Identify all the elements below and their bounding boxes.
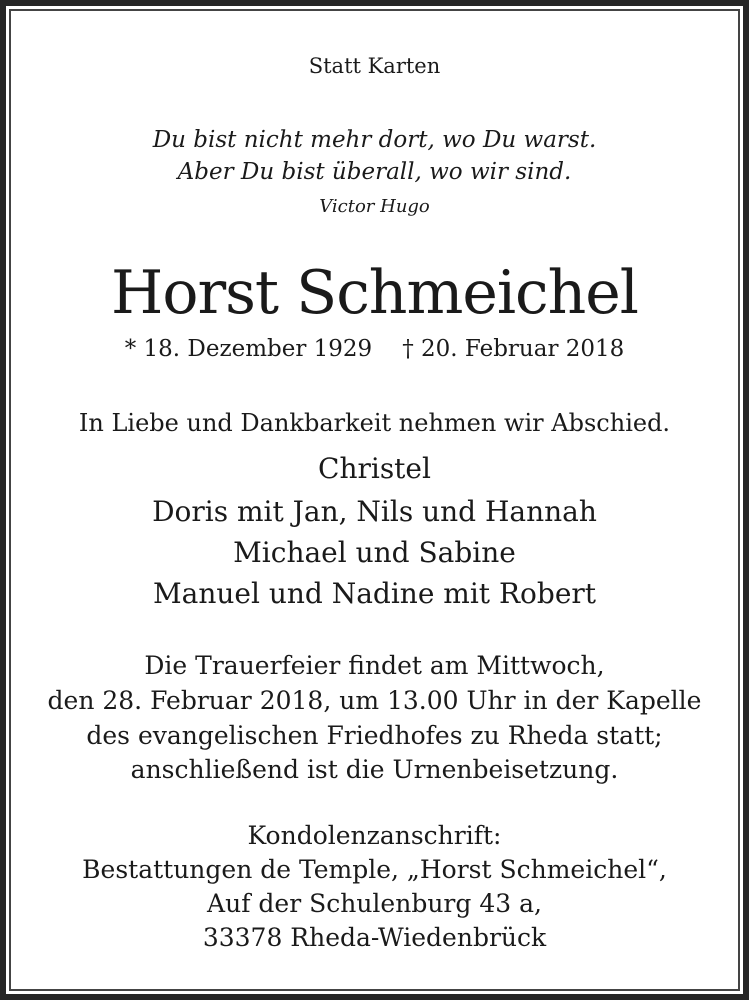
quote-line: Du bist nicht mehr dort, wo Du warst. <box>152 127 597 153</box>
condolence-line: Kondolenzanschrift: <box>247 821 502 850</box>
ceremony-line: anschließend ist die Urnenbeisetzung. <box>130 755 619 784</box>
condolence-line: 33378 Rheda-Wiedenbrück <box>202 923 547 952</box>
header-text: Statt Karten <box>308 54 441 78</box>
mourner: Doris mit Jan, Nils und Hannah <box>152 495 597 528</box>
mourner: Michael und Sabine <box>233 536 516 569</box>
birth-date: * 18. Dezember 1929 <box>124 336 373 362</box>
death-date: † 20. Februar 2018 <box>402 336 625 362</box>
ceremony-line: des evangelischen Friedhofes zu Rheda statt; <box>86 721 663 750</box>
mourner: Manuel und Nadine mit Robert <box>152 577 597 610</box>
quote-author: Victor Hugo <box>319 196 430 217</box>
quote-line: Aber Du bist überall, wo wir sind. <box>177 159 572 185</box>
farewell-text: In Liebe und Dankbarkeit nehmen wir Abschied. <box>78 409 671 437</box>
deceased-name: Horst Schmeichel <box>111 258 638 328</box>
ceremony-line: Die Trauerfeier findet am Mittwoch, <box>144 651 605 680</box>
life-dates <box>0 336 749 362</box>
mourner: Christel <box>318 452 431 485</box>
condolence-line: Auf der Schulenburg 43 a, <box>207 889 542 918</box>
condolence-line: Bestattungen de Temple, „Horst Schmeichel“, <box>82 855 667 884</box>
ceremony-line: den 28. Februar 2018, um 13.00 Uhr in der Kapelle <box>47 686 702 715</box>
